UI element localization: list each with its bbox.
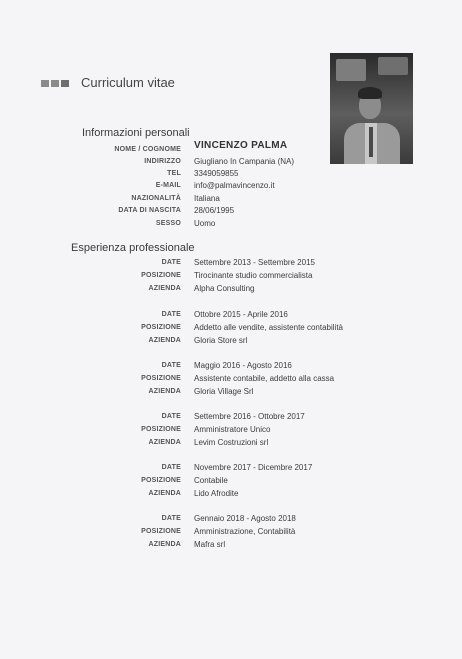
field-label: AZIENDA bbox=[148, 541, 181, 548]
email-value: info@palmavincenzo.it bbox=[194, 181, 275, 190]
field-label: DATE bbox=[161, 464, 181, 471]
experience-position-row bbox=[0, 525, 462, 538]
experience-position: Amministrazione, Contabilità bbox=[194, 527, 296, 536]
experience-position-row bbox=[0, 474, 462, 487]
experience-position: Addetto alle vendite, assistente contabilità bbox=[194, 323, 343, 332]
field-label: DATE bbox=[161, 362, 181, 369]
experience-date: Settembre 2013 - Settembre 2015 bbox=[194, 258, 315, 267]
field-label: AZIENDA bbox=[148, 388, 181, 395]
experience-company-row bbox=[0, 436, 462, 449]
field-label: AZIENDA bbox=[148, 285, 181, 292]
experience-company-row bbox=[0, 538, 462, 551]
experience-company: Alpha Consulting bbox=[194, 284, 255, 293]
field-label: DATE bbox=[161, 259, 181, 266]
field-label: TEL bbox=[167, 170, 181, 177]
experience-heading: Esperienza professionale bbox=[71, 242, 195, 254]
experience-date: Ottobre 2015 - Aprile 2016 bbox=[194, 310, 288, 319]
personal-info-heading: Informazioni personali bbox=[82, 127, 190, 139]
sex-value: Uomo bbox=[194, 219, 216, 228]
experience-position: Amministratore Unico bbox=[194, 425, 271, 434]
field-label: SESSO bbox=[155, 220, 181, 227]
logo-block bbox=[51, 80, 59, 87]
field-label: POSIZIONE bbox=[141, 272, 181, 279]
field-label: E-MAIL bbox=[155, 182, 181, 189]
experience-position-row bbox=[0, 269, 462, 282]
personal-row-sex bbox=[0, 217, 462, 230]
header-logo-blocks bbox=[41, 80, 69, 87]
experience-position: Tirocinante studio commercialista bbox=[194, 271, 313, 280]
field-label: POSIZIONE bbox=[141, 426, 181, 433]
experience-company-row bbox=[0, 334, 462, 347]
address-value: Giugliano In Campania (NA) bbox=[194, 157, 295, 166]
logo-block bbox=[61, 80, 69, 87]
field-label: AZIENDA bbox=[148, 337, 181, 344]
experience-company-row bbox=[0, 282, 462, 295]
field-label: AZIENDA bbox=[148, 490, 181, 497]
phone-value: 3349059855 bbox=[194, 169, 239, 178]
nationality-value: Italiana bbox=[194, 194, 220, 203]
experience-company: Gloria Village Srl bbox=[194, 387, 254, 396]
full-name: VINCENZO PALMA bbox=[194, 140, 288, 151]
field-label: POSIZIONE bbox=[141, 375, 181, 382]
experience-date-row bbox=[0, 359, 462, 372]
experience-company: Mafra srl bbox=[194, 540, 226, 549]
birthdate-value: 28/06/1995 bbox=[194, 206, 235, 215]
personal-row-birthdate bbox=[0, 204, 462, 217]
field-label: POSIZIONE bbox=[141, 324, 181, 331]
experience-date: Gennaio 2018 - Agosto 2018 bbox=[194, 514, 296, 523]
experience-company-row bbox=[0, 385, 462, 398]
field-label: AZIENDA bbox=[148, 439, 181, 446]
experience-position: Assistente contabile, addetto alla cassa bbox=[194, 374, 335, 383]
experience-date: Settembre 2016 - Ottobre 2017 bbox=[194, 412, 305, 421]
field-label: DATE bbox=[161, 311, 181, 318]
field-label: POSIZIONE bbox=[141, 477, 181, 484]
personal-row-email bbox=[0, 179, 462, 192]
experience-date-row bbox=[0, 461, 462, 474]
document-title: Curriculum vitae bbox=[81, 75, 175, 90]
field-label: DATE bbox=[161, 413, 181, 420]
experience-date-row bbox=[0, 256, 462, 269]
experience-company: Levim Costruzioni srl bbox=[194, 438, 269, 447]
experience-company: Gloria Store srl bbox=[194, 336, 248, 345]
experience-position: Contabile bbox=[194, 476, 228, 485]
field-label: INDIRIZZO bbox=[144, 158, 181, 165]
experience-date-row bbox=[0, 410, 462, 423]
experience-position-row bbox=[0, 321, 462, 334]
field-label: POSIZIONE bbox=[141, 528, 181, 535]
experience-position-row bbox=[0, 423, 462, 436]
experience-company-row bbox=[0, 487, 462, 500]
experience-date-row bbox=[0, 512, 462, 525]
logo-block bbox=[41, 80, 49, 87]
experience-date-row bbox=[0, 308, 462, 321]
field-label: NAZIONALITÀ bbox=[131, 195, 181, 202]
experience-company: Lido Afrodite bbox=[194, 489, 239, 498]
field-label: DATA DI NASCITA bbox=[118, 207, 181, 214]
experience-date: Novembre 2017 - Dicembre 2017 bbox=[194, 463, 313, 472]
experience-date: Maggio 2016 - Agosto 2016 bbox=[194, 361, 292, 370]
field-label: NOME / COGNOME bbox=[114, 146, 181, 153]
field-label: DATE bbox=[161, 515, 181, 522]
experience-position-row bbox=[0, 372, 462, 385]
